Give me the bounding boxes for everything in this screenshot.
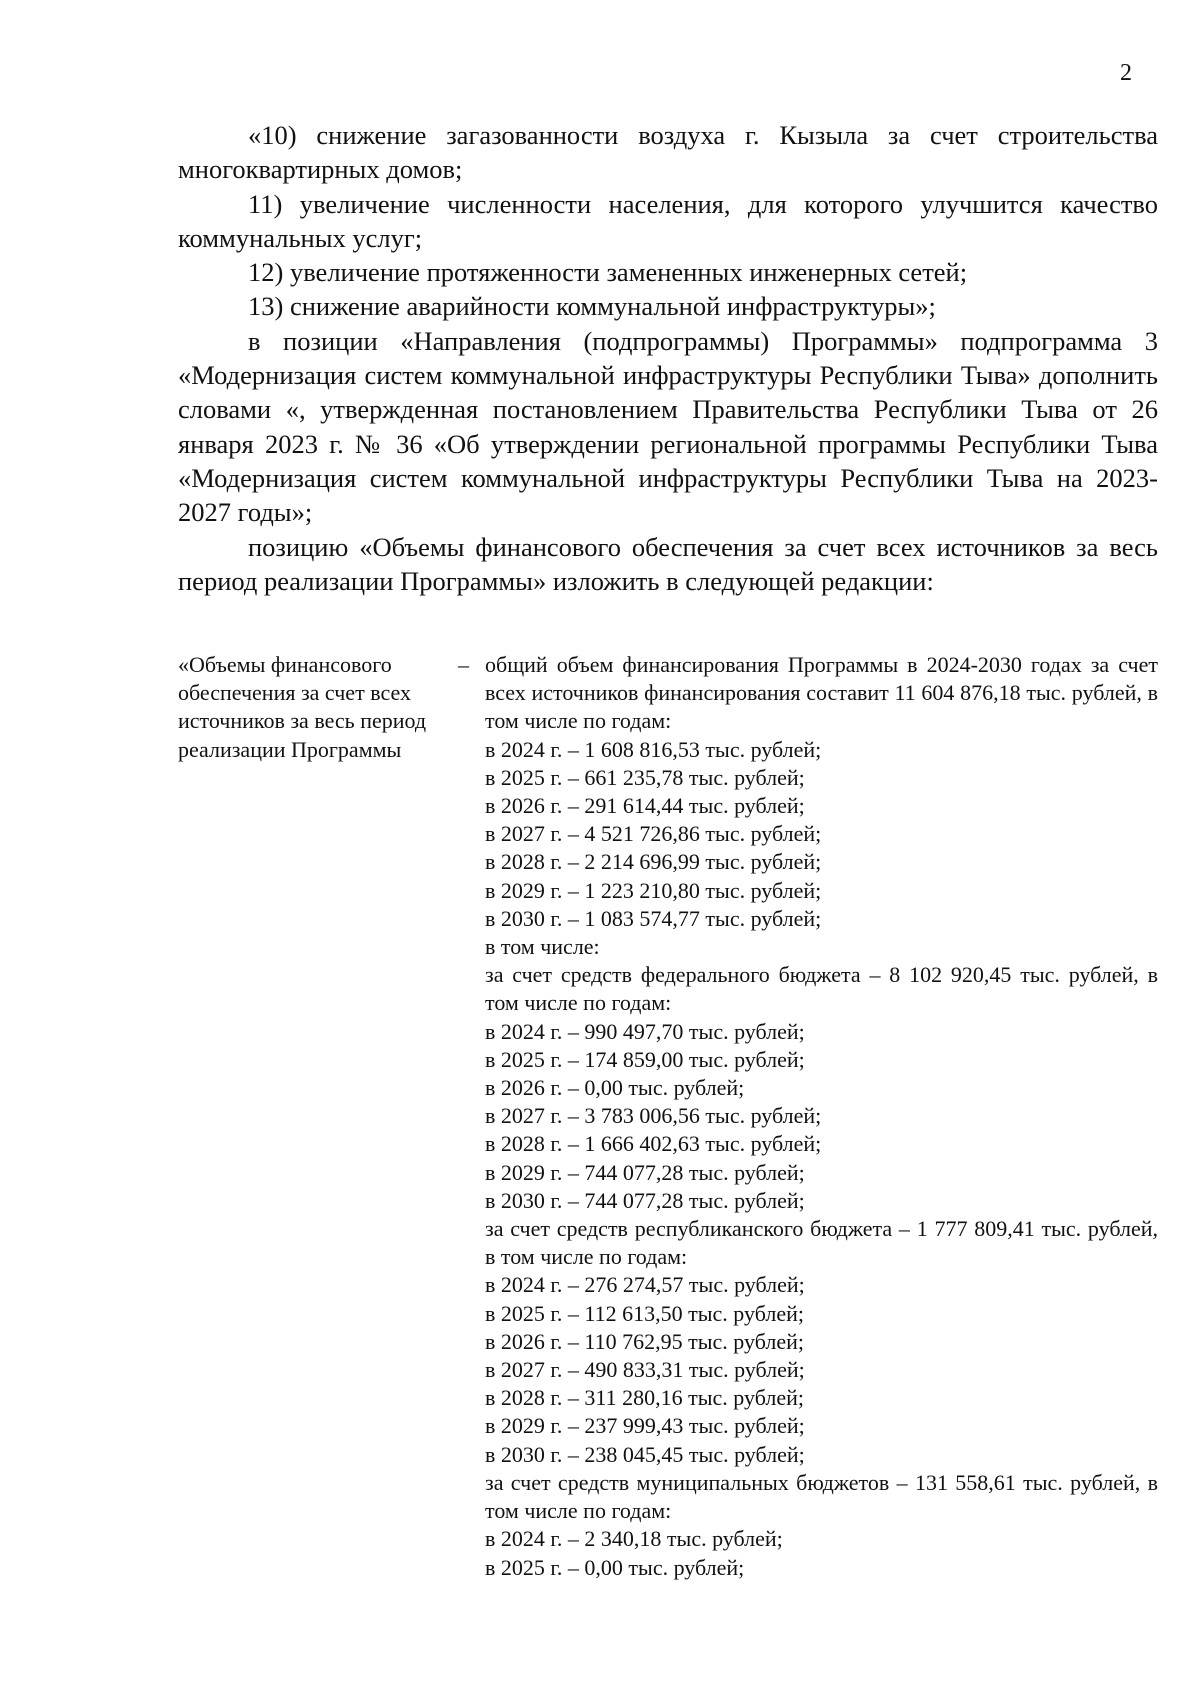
total-year-2029: в 2029 г. – 1 223 210,80 тыс. рублей; bbox=[485, 877, 822, 903]
passport-label: «Объемы финансового обеспечения за счет всех источников за весь период реализации Программы bbox=[178, 652, 427, 762]
federal-year-2024: в 2024 г. – 990 497,70 тыс. рублей; bbox=[485, 1018, 805, 1044]
municipal-year-2025: в 2025 г. – 0,00 тыс. рублей; bbox=[485, 1554, 745, 1580]
republic-year-2030: в 2030 г. – 238 045,45 тыс. рублей; bbox=[485, 1441, 805, 1467]
paragraph-item-11: 11) увеличение численности населения, для которого улучшится качество коммунальных услуг; bbox=[178, 188, 1158, 253]
including-label: в том числе: bbox=[485, 934, 600, 960]
federal-year-2028: в 2028 г. – 1 666 402,63 тыс. рублей; bbox=[485, 1131, 822, 1157]
passport-content bbox=[485, 651, 1158, 1582]
federal-year-2025: в 2025 г. – 174 859,00 тыс. рублей; bbox=[485, 1046, 805, 1072]
total-year-2028: в 2028 г. – 2 214 696,99 тыс. рублей; bbox=[485, 849, 822, 875]
federal-funding-intro: за счет средств федерального бюджета – 8 102 920,45 тыс. рублей, в том числе по годам: bbox=[485, 962, 1158, 1016]
republic-year-2024: в 2024 г. – 276 274,57 тыс. рублей; bbox=[485, 1272, 805, 1298]
paragraph-item-12: 12) увеличение протяженности замененных инженерных сетей; bbox=[248, 257, 968, 288]
total-year-2025: в 2025 г. – 661 235,78 тыс. рублей; bbox=[485, 764, 805, 790]
republic-year-2029: в 2029 г. – 237 999,43 тыс. рублей; bbox=[485, 1413, 805, 1439]
paragraph-directions-amendment: в позиции «Направления (подпрограммы) Программы» подпрограмма 3 «Модернизация систем коммунальной инфраструктуры Республики Тыва» дополнить словами «, утвержденная постановлением Правительства Республики Тыва от 26 января 2023 г. № 36 «Об утверждении региональной программы Республики Тыва «Модернизация систем коммунальной инфраструктуры Республики Тыва на 2023-2027 годы»; bbox=[178, 325, 1158, 528]
paragraph-item-10: «10) снижение загазованности воздуха г. Кызыла за счет строительства многоквартирных домов; bbox=[178, 120, 1158, 185]
republic-funding-intro: за счет средств республиканского бюджета – 1 777 809,41 тыс. рублей, в том числе по годам: bbox=[485, 1216, 1158, 1270]
page-number: 2 bbox=[1120, 60, 1132, 86]
total-year-2027: в 2027 г. – 4 521 726,86 тыс. рублей; bbox=[485, 821, 822, 847]
total-year-2024: в 2024 г. – 1 608 816,53 тыс. рублей; bbox=[485, 736, 822, 762]
total-year-2026: в 2026 г. – 291 614,44 тыс. рублей; bbox=[485, 793, 805, 819]
federal-year-2029: в 2029 г. – 744 077,28 тыс. рублей; bbox=[485, 1159, 805, 1185]
municipal-year-2024: в 2024 г. – 2 340,18 тыс. рублей; bbox=[485, 1526, 783, 1552]
total-year-2030: в 2030 г. – 1 083 574,77 тыс. рублей; bbox=[485, 905, 822, 931]
passport-dash: – bbox=[458, 652, 469, 677]
municipal-funding-intro: за счет средств муниципальных бюджетов – 131 558,61 тыс. рублей, в том числе по годам: bbox=[485, 1469, 1158, 1524]
federal-year-2030: в 2030 г. – 744 077,28 тыс. рублей; bbox=[485, 1187, 805, 1213]
federal-year-2027: в 2027 г. – 3 783 006,56 тыс. рублей; bbox=[485, 1103, 822, 1129]
republic-year-2026: в 2026 г. – 110 762,95 тыс. рублей; bbox=[485, 1328, 804, 1354]
federal-year-2026: в 2026 г. – 0,00 тыс. рублей; bbox=[485, 1075, 745, 1101]
republic-year-2025: в 2025 г. – 112 613,50 тыс. рублей; bbox=[485, 1300, 804, 1326]
republic-year-2028: в 2028 г. – 311 280,16 тыс. рублей; bbox=[485, 1385, 804, 1411]
paragraph-funding-amendment: позицию «Объемы финансового обеспечения за счет всех источников за весь период реализации Программы» изложить в следующей редакции: bbox=[178, 531, 1158, 596]
republic-year-2027: в 2027 г. – 490 833,31 тыс. рублей; bbox=[485, 1357, 805, 1383]
document-body bbox=[178, 118, 1158, 598]
paragraph-item-13: 13) снижение аварийности коммунальной инфраструктуры»; bbox=[248, 291, 936, 322]
total-funding-intro: общий объем финансирования Программы в 2024-2030 годах за счет всех источников финансирования составит 11 604 876,18 тыс. рублей, в том числе по годам: bbox=[485, 652, 1158, 734]
